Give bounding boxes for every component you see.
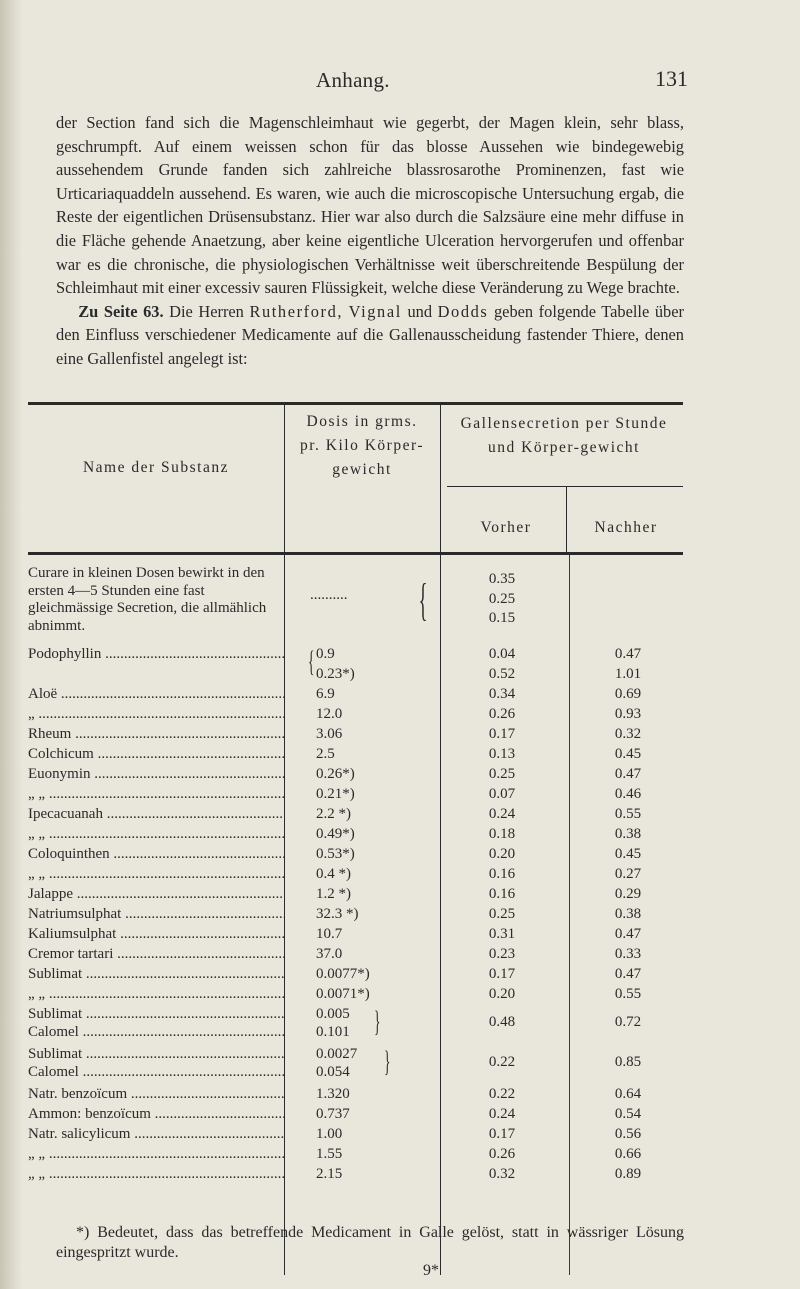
cell-dose: 0.9 <box>316 646 335 662</box>
cell-nachher: 0.47 <box>614 966 642 982</box>
cell-vorher: 0.34 <box>488 686 516 702</box>
cell-nachher: 0.45 <box>614 846 642 862</box>
cell-vorher: 0.16 <box>488 886 516 902</box>
cell-dose: 0.49*) <box>316 826 355 842</box>
cell-vorher: 0.25 <box>488 906 516 922</box>
cell-name: „ „ ..... <box>28 784 284 804</box>
cell-dose: 1.2 *) <box>316 886 351 902</box>
cell-vorher: 0.18 <box>488 826 516 842</box>
cell-dose: 0.0071*) <box>316 986 370 1002</box>
cell-dose: 32.3 *) <box>316 906 359 922</box>
cell-dose: 0.005 <box>316 1006 350 1022</box>
table-top-rule <box>28 402 683 405</box>
cell-dose: 0.101 <box>316 1024 350 1040</box>
paragraph-1: der Section fand sich die Magenschleimhaut wie gegerbt, der Magen klein, sehr blass, geschrumpft. Auf einem weissen schon für das blosse Aussehen wie bindegewebig aussehendem Grunde fanden sich zahlreiche blassrosarothe Prominenzen, fast wie Urticariaquaddeln aussehend. Es waren, wie auch die microscopische Untersuchung ergab, die Reste der eigentlichen Drüsensubstanz. Hier war also durch die Salzsäure eine mehr diffuse in die Fläche gehende Anaetzung, aber keine eigentliche Ulceration hervorgerufen und offenbar war es die chronische, die physiologischen Verhältnisse weit überschreitende Bespülung der Schleimhaut mit einer excessiv sauren Flüssigkeit, welche diese Veränderung zu Wege brachte. <box>56 113 684 298</box>
cell-vorher: 0.16 <box>488 866 516 882</box>
cell-dose: 0.4 *) <box>316 866 351 882</box>
cell-nachher: 0.72 <box>614 1014 642 1030</box>
cell-vorher: 0.17 <box>488 966 516 982</box>
table-row <box>28 824 683 844</box>
table-row <box>28 1104 683 1124</box>
cell-nachher: 0.27 <box>614 866 642 882</box>
brace: { <box>307 645 315 678</box>
author-name: Dodds <box>437 301 489 321</box>
cell-name: Jalappe ..... <box>28 884 284 904</box>
table-row <box>28 804 683 824</box>
page-header <box>0 68 800 98</box>
table-row <box>28 884 683 904</box>
cell-nachher: 1.01 <box>614 666 642 682</box>
cell-nachher: 0.55 <box>614 806 642 822</box>
brace: { <box>418 574 428 625</box>
cell-name: Sublimat ..... <box>28 1004 284 1024</box>
cell-vorher: 0.31 <box>488 926 516 942</box>
cell-nachher: 0.56 <box>614 1126 642 1142</box>
cell-dose: 2.15 <box>316 1166 343 1182</box>
cell-nachher: 0.46 <box>614 786 642 802</box>
cell-name: Podophyllin ..... <box>28 644 284 664</box>
cell-name: Sublimat ..... <box>28 1044 284 1064</box>
cell-nachher: 0.93 <box>614 706 642 722</box>
cell-nachher: 0.38 <box>614 826 642 842</box>
cell-vorher: 0.26 <box>488 706 516 722</box>
curare-note: Curare in kleinen Dosen bewirkt in den ersten 4—5 Stunden eine fast gleichmässige Secretion, die allmählich abnimmt. <box>28 565 267 634</box>
cell-name: „ ..... <box>28 704 284 724</box>
cell-nachher: 0.47 <box>614 646 642 662</box>
cell-dose: 0.21*) <box>316 786 355 802</box>
cell-name: „ „ ..... <box>28 1144 284 1164</box>
cell-nachher: 0.47 <box>614 766 642 782</box>
table-row <box>28 644 683 664</box>
cell-vorher: 0.24 <box>488 806 516 822</box>
cell-name: Natr. salicylicum ..... <box>28 1124 284 1144</box>
curare-values <box>457 570 547 629</box>
cell-dose: 2.5 <box>316 746 335 762</box>
cell-vorher: 0.22 <box>488 1086 516 1102</box>
cell-name: Colchicum ..... <box>28 744 284 764</box>
text-fragment: und <box>407 301 433 321</box>
header-vorher: Vorher <box>480 519 532 536</box>
table-row-merged <box>28 1012 683 1032</box>
footnote-text: *) Bedeutet, dass das betreffende Medicament in Galle gelöst, statt in wässriger Lösung eingespritzt wurde. <box>56 1224 684 1261</box>
cell-vorher: 0.26 <box>488 1146 516 1162</box>
cell-name: „ „ ..... <box>28 824 284 844</box>
cell-name: Natr. benzoïcum ..... <box>28 1084 284 1104</box>
table-row <box>28 1084 683 1104</box>
footnote <box>56 1223 684 1263</box>
paragraph-2 <box>56 300 684 371</box>
cell-nachher: 0.66 <box>614 1146 642 1162</box>
cell-dose: 3.06 <box>316 726 343 742</box>
table-row <box>28 704 683 724</box>
cell-dose: 1.00 <box>316 1126 343 1142</box>
cell-dose: 0.054 <box>316 1064 350 1080</box>
cell-name: Kaliumsulphat ..... <box>28 924 284 944</box>
table-row <box>28 1144 683 1164</box>
table-row <box>28 964 683 984</box>
cell-nachher: 0.69 <box>614 686 642 702</box>
cell-vorher: 0.23 <box>488 946 516 962</box>
cell-vorher: 0.52 <box>488 666 516 682</box>
cell-name: Rheum ..... <box>28 724 284 744</box>
cell-dose: 0.737 <box>316 1106 350 1122</box>
table-row <box>28 944 683 964</box>
cell-dose: 1.320 <box>316 1086 350 1102</box>
table-row <box>28 1124 683 1144</box>
cell-dose: 0.0027 <box>316 1046 358 1062</box>
cell-dose: 6.9 <box>316 686 335 702</box>
cell-dose: 10.7 <box>316 926 343 942</box>
cell-nachher: 0.33 <box>614 946 642 962</box>
cell-name: Ipecacuanah ..... <box>28 804 284 824</box>
table-row <box>28 744 683 764</box>
cell-nachher: 0.89 <box>614 1166 642 1182</box>
cell-vorher: 0.13 <box>488 746 516 762</box>
cell-nachher: 0.85 <box>614 1054 642 1070</box>
cell-vorher: 0.17 <box>488 726 516 742</box>
signature-mark: 9* <box>423 1262 439 1279</box>
cell-dose: 0.0077*) <box>316 966 370 982</box>
table-row <box>28 864 683 884</box>
cell-vorher: 0.07 <box>488 786 516 802</box>
cell-vorher: 0.32 <box>488 1166 516 1182</box>
cell-name: Calomel ..... <box>28 1062 284 1082</box>
cell-vorher: 0.20 <box>488 986 516 1002</box>
cell-name: Euonymin ..... <box>28 764 284 784</box>
cell-name: Aloë ..... <box>28 684 284 704</box>
cell-nachher: 0.45 <box>614 746 642 762</box>
cell-name: Coloquinthen ..... <box>28 844 284 864</box>
table-row <box>28 844 683 864</box>
brace: } <box>373 1005 381 1038</box>
cell-vorher: 0.35 <box>488 571 516 587</box>
cell-vorher: 0.15 <box>488 610 516 626</box>
cell-dose: 1.55 <box>316 1146 343 1162</box>
cell-name: Calomel ..... <box>28 1022 284 1042</box>
table-header-rule <box>28 552 683 555</box>
running-head: Anhang. <box>316 68 390 92</box>
page-edge-shadow <box>0 0 22 1289</box>
cell-nachher: 0.55 <box>614 986 642 1002</box>
cell-name: Ammon: benzoïcum ..... <box>28 1104 284 1124</box>
curare-dose: .......... <box>310 587 348 603</box>
cell-nachher: 0.47 <box>614 926 642 942</box>
body-text <box>56 111 684 371</box>
page-number: 131 <box>655 66 688 91</box>
table-row <box>28 724 683 744</box>
cell-nachher: 0.54 <box>614 1106 642 1122</box>
table-row <box>28 784 683 804</box>
cell-dose: 0.26*) <box>316 766 355 782</box>
cell-vorher: 0.22 <box>488 1054 516 1070</box>
cell-name: „ „ ..... <box>28 1164 284 1184</box>
cell-nachher: 0.64 <box>614 1086 642 1102</box>
author-name: Rutherford, <box>249 301 344 321</box>
table-row <box>28 904 683 924</box>
table-row <box>28 1164 683 1184</box>
cell-dose: 0.23*) <box>316 666 355 682</box>
cell-dose: 2.2 *) <box>316 806 351 822</box>
table-row <box>28 664 683 684</box>
cell-vorher: 0.24 <box>488 1106 516 1122</box>
header-name: Name der Substanz <box>82 459 230 476</box>
cell-nachher: 0.29 <box>614 886 642 902</box>
header-dose: Dosis in grms. pr. Kilo Körper-gewicht <box>300 413 424 478</box>
table-row <box>28 984 683 1004</box>
cell-dose: 12.0 <box>316 706 343 722</box>
section-label: Zu Seite 63. <box>78 301 164 321</box>
author-name: Vignal <box>348 301 402 321</box>
cell-dose: 37.0 <box>316 946 343 962</box>
cell-vorher: 0.48 <box>488 1014 516 1030</box>
cell-nachher: 0.38 <box>614 906 642 922</box>
cell-vorher: 0.17 <box>488 1126 516 1142</box>
text-fragment: Die Herren <box>169 301 244 321</box>
table-row <box>28 764 683 784</box>
header-nachher: Nachher <box>594 519 658 536</box>
cell-vorher: 0.25 <box>488 590 516 607</box>
text-fragment: geben folgende Tabelle über den Einfluss verschiedener Medicamente auf die Gallenausscheidung fastender Thiere, denen eine Gallenfistel angelegt ist: <box>56 301 684 368</box>
table-row-merged <box>28 1052 683 1072</box>
cell-name: „ „ ..... <box>28 864 284 884</box>
cell-vorher: 0.20 <box>488 846 516 862</box>
column-divider <box>566 486 567 554</box>
brace: } <box>383 1045 391 1078</box>
cell-name: Cremor tartari ..... <box>28 944 284 964</box>
cell-vorher: 0.25 <box>488 766 516 782</box>
header-subrule <box>447 486 683 487</box>
cell-name: Sublimat ..... <box>28 964 284 984</box>
table-row <box>28 684 683 704</box>
cell-vorher: 0.04 <box>488 646 516 662</box>
table-row <box>28 924 683 944</box>
header-secretion: Gallensecretion per Stunde und Körper-gewicht <box>460 415 668 456</box>
cell-name: Natriumsulphat ..... <box>28 904 284 924</box>
cell-nachher: 0.32 <box>614 726 642 742</box>
cell-name: „ „ ..... <box>28 984 284 1004</box>
cell-dose: 0.53*) <box>316 846 355 862</box>
